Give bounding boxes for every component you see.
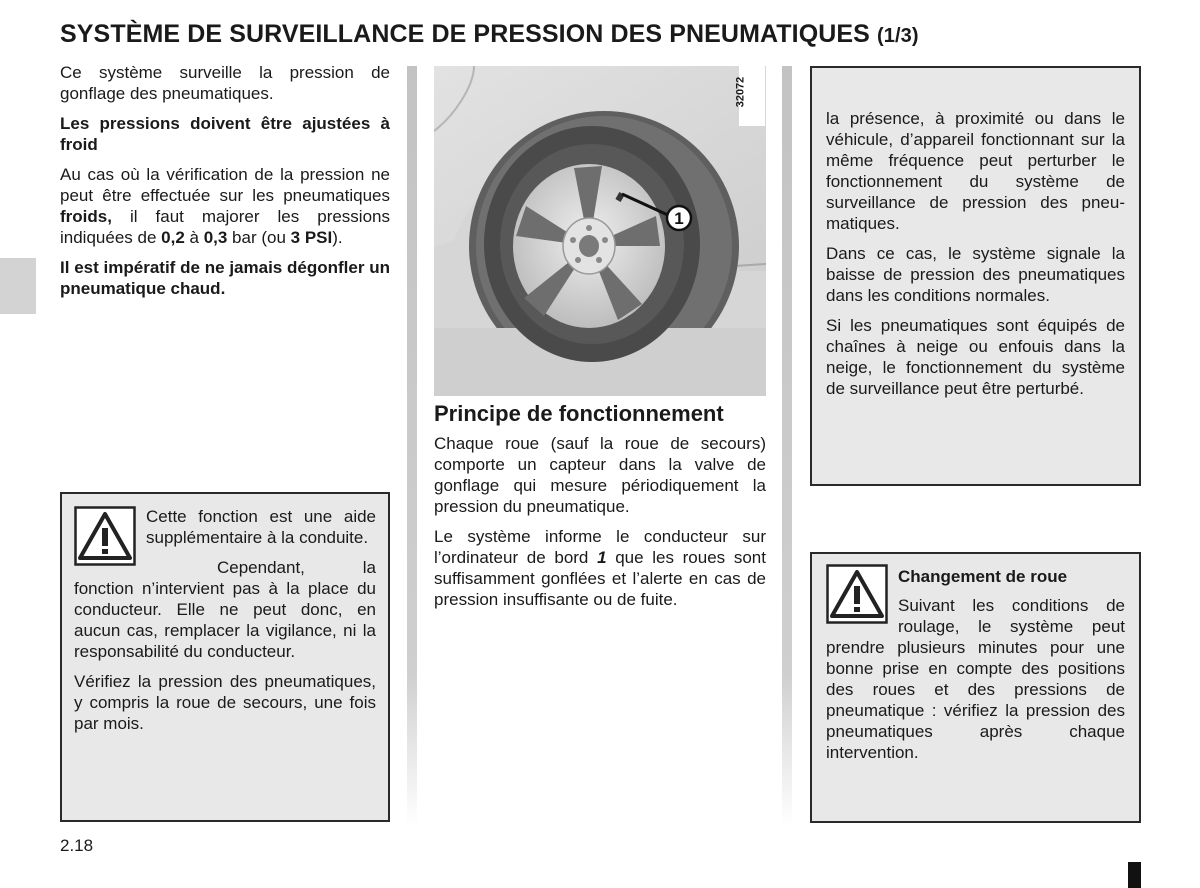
callout-number: 1 <box>674 209 684 228</box>
principle-heading: Principe de fonctionnement <box>434 401 724 426</box>
wheel-photo <box>434 66 766 396</box>
wheel-illustration <box>434 66 766 396</box>
principle-column <box>434 400 766 619</box>
warning-triangle-icon <box>826 564 888 624</box>
warning-box-wheel-change <box>810 552 1141 823</box>
warning-box-assist <box>60 492 390 822</box>
hot-tyre-warning: Il est impératif de ne jamais dégonfler un pneumatique chaud. <box>60 258 390 298</box>
onboard-computer-paragraph: Le système informe le conducteur sur l’ordinateur de bord 1 que les roues sont suffisamment gonflées et l’alerte en cas de pression insuffisante ou de fuite. <box>434 527 766 609</box>
page-edge-marker <box>1128 862 1141 888</box>
photo-reference-number: 32072 <box>734 76 747 108</box>
signal-paragraph: Dans ce cas, le système signale la baisse de pression des pneumatiques dans les conditions normales. <box>826 244 1125 305</box>
section-tab-marker <box>0 258 36 314</box>
page-title <box>60 20 1160 49</box>
title-text: SYSTÈME DE SURVEILLANCE DE PRESSION DES PNEUMATIQUES <box>60 20 870 48</box>
intro-column <box>60 62 390 308</box>
column-divider-left <box>407 66 417 826</box>
wheel-change-heading: Changement de roue <box>898 567 1068 586</box>
sensor-paragraph: Chaque roue (sauf la roue de secours) comporte un capteur dans la valve de gonflage qui mesure périodiquement la pression du pneumatique. <box>434 434 766 516</box>
column-divider-right <box>782 66 792 826</box>
cold-adjust-note: Les pressions doivent être ajustées à froid <box>60 114 390 154</box>
monthly-check-paragraph: Vérifiez la pression des pneumatiques, y compris la roue de secours, une fois par mois. <box>74 672 376 733</box>
assist-paragraph: Cette fonction est une aide supplémentaire à la conduite. <box>146 507 376 547</box>
interference-paragraph: la présence, à proximité ou dans le véhicule, d’appareil fonctionnant sur la même fréquence peut perturber le fonctionnement du système de surveillance de pression des pneumatiques. <box>826 109 1125 233</box>
interference-info-box <box>810 66 1141 486</box>
photo-reference <box>734 66 765 126</box>
warning-triangle-icon <box>74 506 136 566</box>
intro-paragraph: Ce système surveille la pression de gonflage des pneumatiques. <box>60 63 390 103</box>
pressure-correction-paragraph: Au cas où la vérification de la pression ne peut être effectuée sur les pneumatiques froids, il faut majorer les pressions indiquées de 0,2 à 0,3 bar (ou 3 PSI). <box>60 165 390 247</box>
wheel-change-paragraph: Suivant les conditions de roulage, le système peut prendre plusieurs minutes pour une bonne prise en compte des positions des roues et des pressions de pneumatique : vérifiez la pression des pneumatiques après chaque intervention. <box>826 596 1125 762</box>
driver-responsibility-paragraph: Cependant, la fonction n’intervient pas à la place du conducteur. Elle ne peut donc, en aucun cas, remplacer la vigilance, ni la responsabilité du conducteur. <box>74 558 376 661</box>
page-number: 2.18 <box>60 836 94 855</box>
title-part-indicator: (1/3) <box>877 25 919 47</box>
snow-chains-paragraph: Si les pneumatiques sont équipés de chaînes à neige ou enfouis dans la neige, le fonctionnement du système de surveillance peut être perturbé. <box>826 316 1125 398</box>
